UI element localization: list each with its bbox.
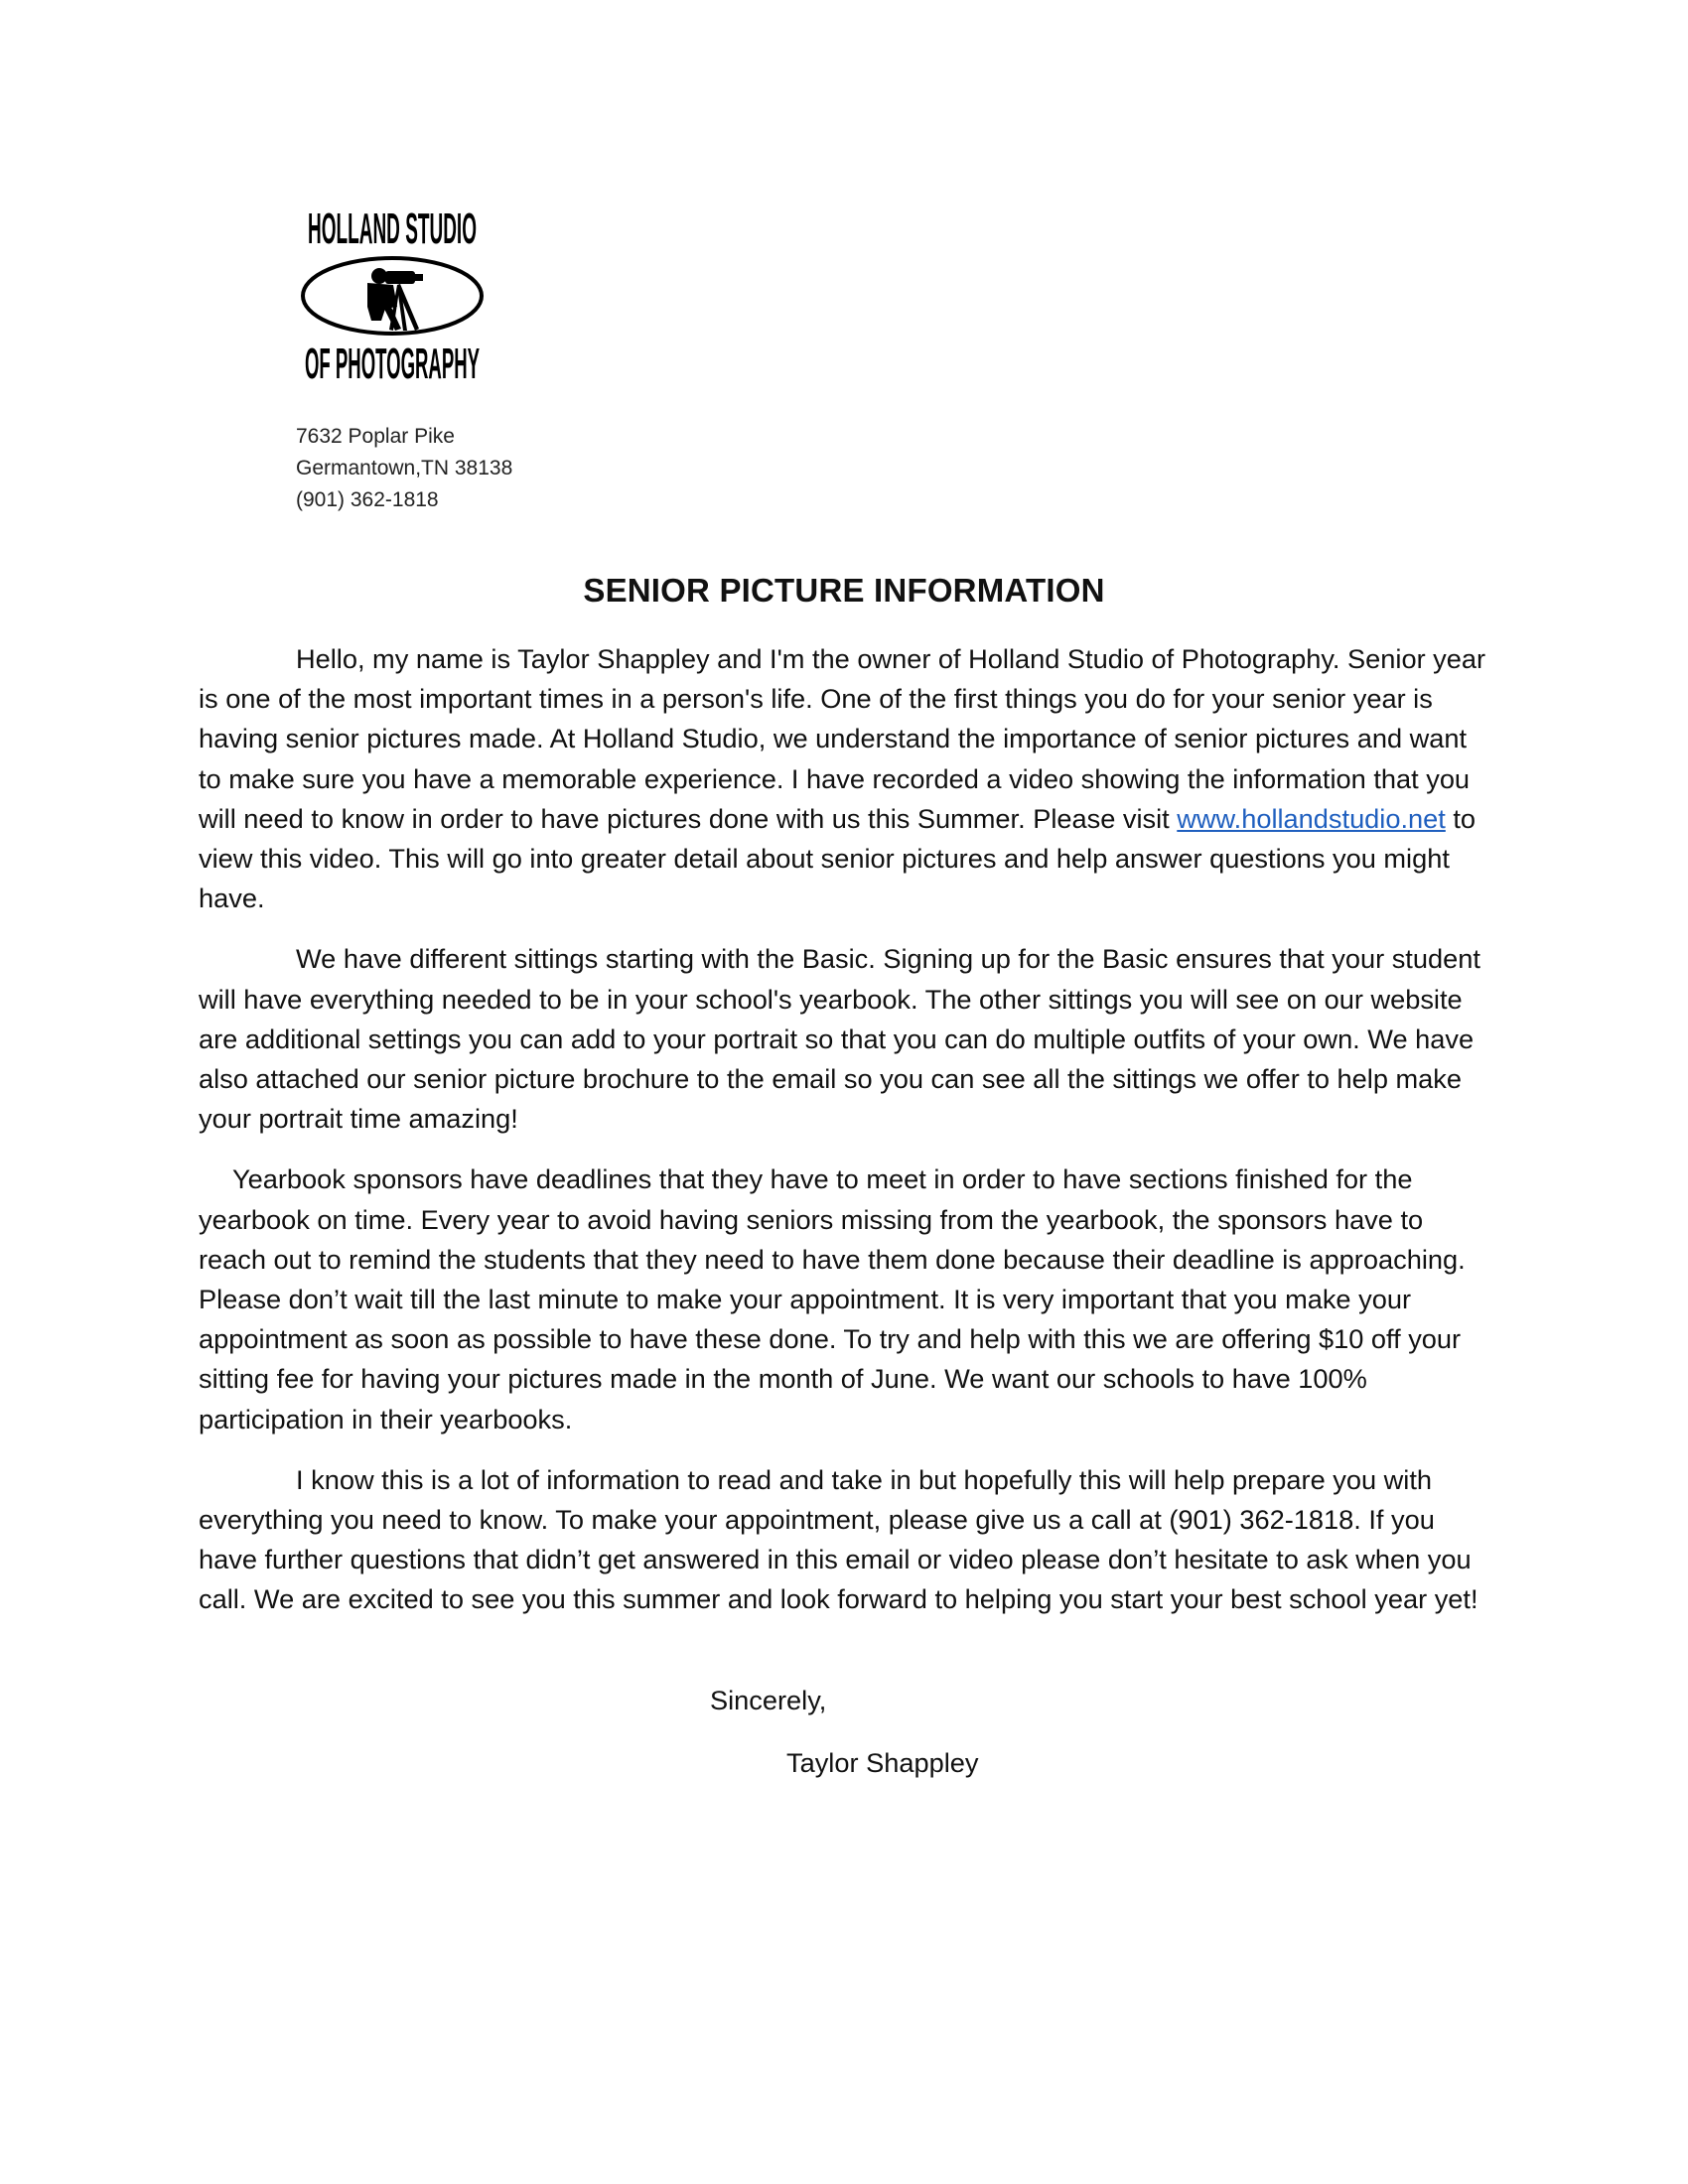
studio-logo [298,204,487,388]
paragraph-deadlines: Yearbook sponsors have deadlines that they have to meet in order to have sections finished for the yearbook on time. Every year to avoid having seniors missing from the yearbook, the sponsors have to reach out to remind the students that they need to have them done because their deadline is approaching. Please don’t wait till the last minute to make your appointment. It is very important that you make your appointment as soon as possible to have these done. To try and help with this we are offering $10 off your sitting fee for having your pictures made in the month of June. We want our schools to have 100% participation in their yearbooks. [199,1163,1466,1434]
signature-name: Taylor Shappley [786,1747,979,1778]
closing-salutation: Sincerely, [710,1685,827,1715]
paragraph-intro-text: Hello, my name is Taylor Shappley and I'm the owner of Holland Studio of Photography. Senior year is one of the most important times in a person's life. One of the first things you do for your senior year is having senior pictures made. At Holland Studio, we understand the importance of senior pictures and want to make sure you have a memorable experience. I have recorded a video showing the information that you will need to know in order to have pictures done with us this Summer. Please visit [199,643,1486,834]
logo-line2: OF PHOTOGRAPHY [305,340,480,388]
paragraph-closing: I know this is a lot of information to read and take in but hopefully this will help prepare you with everything you need to know. To make your appointment, please give us a call at (901) 362-1818. If you have further questions that didn’t get answered in this email or video please don’t hesitate to ask when you call. We are excited to see you this summer and look forward to helping you start your best school year yet! [199,1463,1478,1615]
paragraph-intro-text-end: to view this video. This will go into greater detail about senior pictures and help answer questions you might have. [199,802,1477,914]
paragraph-intro [199,639,1489,918]
photographer-icon [298,204,487,388]
logo-line1: HOLLAND STUDIO [308,205,477,253]
website-link[interactable]: www.hollandstudio.net [1177,802,1446,834]
address-phone: (901) 362-1818 [296,488,439,511]
document-title: SENIOR PICTURE INFORMATION [583,572,1105,609]
paragraph-sittings: We have different sittings starting with the Basic. Signing up for the Basic ensures that your student will have everything needed to be in your school's yearbook. The other sittings you will see on our website are additional settings you can add to your portrait so that you can do multiple outfits of your own. We have also attached our senior picture brochure to the email so you can see all the sittings we offer to help make your portrait time amazing! [199,943,1480,1135]
address-city: Germantown,TN 38138 [296,457,513,479]
address-block [296,421,512,516]
address-street: 7632 Poplar Pike [296,425,455,448]
letter-body [199,639,1489,1641]
